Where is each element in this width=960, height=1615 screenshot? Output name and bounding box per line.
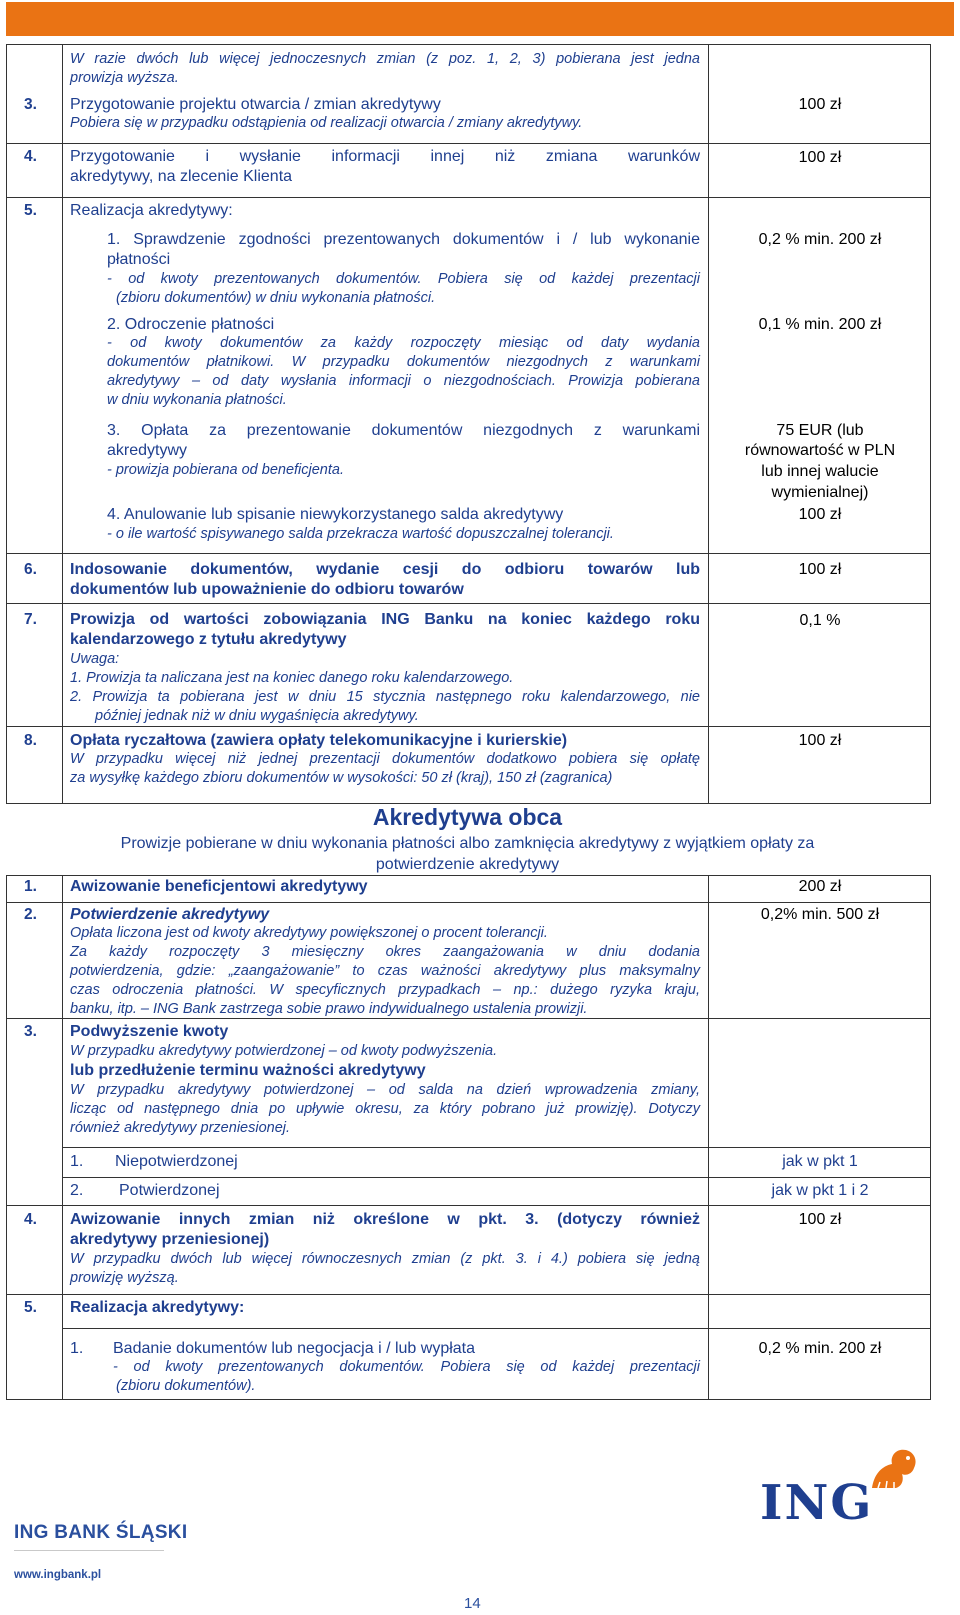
- row-title: lub przedłużenie terminu ważności akredytywy: [70, 1062, 426, 1079]
- section-title: Akredytywa obca: [372, 804, 563, 830]
- row-title: Przygotowanie projektu otwarcia / zmian akredytywy: [70, 96, 441, 113]
- sub-item-description: - prowizja pobierana od beneficjenta.: [107, 462, 344, 478]
- fee-value: 100 zł: [798, 506, 842, 523]
- table-divider: [62, 875, 63, 1400]
- row-note: prowizja wyższa.: [70, 70, 179, 86]
- sub-item-title: 1. Sprawdzenie zgodności prezentowanych dokumentów i / lub wykonanie: [107, 231, 700, 248]
- row-divider: [6, 1205, 931, 1206]
- row-description: licząc od następnego dnia po upływie okresu, za który pobrano już prowizję). Dotyczy: [70, 1101, 700, 1117]
- row-divider: [6, 553, 931, 554]
- row-number: 5.: [24, 202, 37, 219]
- fee-value: lub innej walucie: [761, 463, 879, 480]
- row-number: 6.: [24, 561, 37, 578]
- fee-value: 100 zł: [798, 732, 842, 749]
- fee-value: 100 zł: [798, 149, 842, 166]
- sub-item-title: Badanie dokumentów lub negocjacja i / lub wypłata: [113, 1340, 476, 1357]
- table-divider: [62, 44, 63, 804]
- fee-value: 75 EUR (lub: [776, 422, 864, 439]
- row-title: Awizowanie beneficjentowi akredytywy: [70, 878, 368, 895]
- row-title: Awizowanie innych zmian niż określone w pkt. 3. (dotyczy również: [70, 1211, 700, 1228]
- fee-value: 100 zł: [798, 561, 842, 578]
- ing-logo: ING: [760, 1475, 874, 1531]
- row-number: 4.: [24, 1211, 37, 1228]
- row-divider: [6, 1294, 931, 1295]
- row-number: 5.: [24, 1299, 37, 1316]
- fee-value: wymienialnej): [771, 484, 869, 501]
- bank-name: ING BANK ŚLĄSKI: [14, 1522, 188, 1543]
- fee-value: 0,1 % min. 200 zł: [758, 316, 882, 333]
- row-divider: [6, 603, 931, 604]
- sub-item-description: w dniu wykonania płatności.: [107, 392, 287, 408]
- sub-item-description: akredytywy – od daty wysłania informacji o niezgodnościach. Prowizja pobierana: [107, 373, 700, 389]
- sub-item-title: płatności: [107, 251, 171, 268]
- row-divider: [62, 1177, 931, 1178]
- row-title: Podwyższenie kwoty: [70, 1023, 229, 1040]
- sub-item-description: (zbioru dokumentów) w dniu wykonania płatności.: [116, 290, 436, 306]
- row-description: Opłata liczona jest od kwoty akredytywy powiększonej o procent tolerancji.: [70, 925, 548, 941]
- sub-item-description: - od kwoty prezentowanych dokumentów. Pobiera się od każdej prezentacji: [113, 1359, 700, 1375]
- row-description: Za każdy rozpoczęty 3 miesięczny okres zaangażowania w dniu dodania: [70, 944, 700, 960]
- header-bar: [6, 2, 954, 36]
- row-number: 4.: [24, 148, 37, 165]
- sub-item-label: Potwierdzonej: [119, 1182, 220, 1199]
- row-description: W przypadku akredytywy potwierdzonej – od kwoty podwyższenia.: [70, 1043, 498, 1059]
- sub-item-title: akredytywy: [107, 442, 188, 459]
- row-title: Opłata ryczałtowa (zawiera opłaty telekomunikacyjne i kurierskie): [70, 732, 568, 749]
- sub-item-description: - od kwoty prezentowanych dokumentów. Pobiera się od każdej prezentacji: [107, 271, 700, 287]
- lion-icon: [868, 1444, 920, 1494]
- row-title: Realizacja akredytywy:: [70, 1299, 245, 1316]
- fee-value: równowartość w PLN: [744, 442, 896, 459]
- row-number: 2.: [24, 906, 37, 923]
- sub-item-title: 3. Opłata za prezentowanie dokumentów niezgodnych z warunkami: [107, 422, 700, 439]
- row-description: W przypadku więcej niż jednej prezentacji dokumentów dodatkowo pobiera się opłatę: [70, 751, 700, 767]
- note-item: później jednak niż w dniu wygaśnięcia akredytywy.: [95, 708, 419, 724]
- fee-value: 100 zł: [798, 96, 842, 113]
- row-title: Potwierdzenie akredytywy: [70, 906, 270, 923]
- section-subtitle: Prowizje pobierane w dniu wykonania płatności albo zamknięcia akredytywy z wyjątkiem opłaty za: [120, 835, 815, 852]
- row-divider: [6, 726, 931, 727]
- row-description: czas odroczenia płatności. W specyficznych przypadkach – np.: dużego ryzyka kraju,: [70, 982, 700, 998]
- row-title: Realizacja akredytywy:: [70, 202, 233, 219]
- row-divider: [6, 902, 931, 903]
- row-title: Prowizja od wartości zobowiązania ING Banku na koniec każdego roku: [70, 611, 700, 628]
- row-note: W razie dwóch lub więcej jednoczesnych zmian (z poz. 1, 2, 3) pobierana jest jedna: [70, 51, 700, 67]
- sub-item-label: Niepotwierdzonej: [115, 1153, 238, 1170]
- sub-item-description: (zbioru dokumentów).: [116, 1378, 256, 1394]
- row-divider: [62, 1328, 931, 1329]
- sub-item-description: dokumentów płatnikowi. W przypadku dokumentów niezgodnych z warunkami: [107, 354, 700, 370]
- row-number: 8.: [24, 732, 37, 749]
- row-title: akredytywy przeniesionej): [70, 1231, 270, 1248]
- note-item: 1. Prowizja ta naliczana jest na koniec danego roku kalendarzowego.: [70, 670, 514, 686]
- fee-value: jak w pkt 1: [782, 1153, 858, 1170]
- note-item: 2. Prowizja ta pobierana jest w dniu 15 stycznia następnego roku kalendarzowego, nie: [70, 689, 700, 705]
- fee-value: 200 zł: [798, 878, 842, 895]
- row-title: dokumentów lub upoważnienie do odbioru towarów: [70, 581, 464, 598]
- sub-item-title: 4. Anulowanie lub spisanie niewykorzystanego salda akredytywy: [107, 506, 564, 523]
- row-divider: [62, 1147, 931, 1148]
- row-description: W przypadku akredytywy potwierdzonej – od salda na dzień wprowadzenia zmiany,: [70, 1082, 700, 1098]
- row-title: Przygotowanie i wysłanie informacji innej niż zmiana warunków: [70, 148, 700, 165]
- website-link[interactable]: www.ingbank.pl: [14, 1569, 102, 1581]
- fee-value: 0,2 % min. 200 zł: [758, 231, 882, 248]
- table-divider: [708, 44, 709, 804]
- table-divider: [708, 875, 709, 1400]
- sub-item-description: - o ile wartość spisywanego salda przekracza wartość dopuszczalnej tolerancji.: [107, 526, 614, 542]
- note-label: Uwaga:: [70, 651, 120, 667]
- row-description: za wysyłkę każdego zbioru dokumentów w wysokości: 50 zł (kraj), 150 zł (zagranica): [70, 770, 613, 786]
- fee-value: 0,1 %: [799, 612, 841, 629]
- fee-value: 0,2 % min. 200 zł: [758, 1340, 882, 1357]
- row-description: W przypadku dwóch lub więcej równoczesnych zmian (z pkt. 3. i 4.) pobiera się jedną: [70, 1251, 700, 1267]
- row-number: 7.: [24, 611, 37, 628]
- row-description: również akredytywy przeniesionej.: [70, 1120, 291, 1136]
- sub-item-description: - od kwoty dokumentów za każdy rozpoczęty miesiąc od daty wydania: [107, 335, 700, 351]
- row-divider: [6, 197, 931, 198]
- fee-value: jak w pkt 1 i 2: [771, 1182, 869, 1199]
- row-title: akredytywy, na zlecenie Klienta: [70, 168, 293, 185]
- row-description: Pobiera się w przypadku odstąpienia od realizacji otwarcia / zmiany akredytywy.: [70, 115, 583, 131]
- row-number: 3.: [24, 96, 37, 113]
- row-title: Indosowanie dokumentów, wydanie cesji do odbioru towarów lub: [70, 561, 700, 578]
- sub-item-number: 1.: [70, 1153, 84, 1170]
- fee-value: 0,2% min. 500 zł: [760, 906, 880, 923]
- row-description: prowizję wyższą.: [70, 1270, 179, 1286]
- row-description: potwierdzenia, gdzie: „zaangażowanie” to czas ważności akredytywy plus maksymalny: [70, 963, 700, 979]
- row-number: 1.: [24, 878, 37, 895]
- sub-item-title: 2. Odroczenie płatności: [107, 316, 275, 333]
- page-number: 14: [464, 1595, 481, 1612]
- row-description: banku, itp. – ING Bank zastrzega sobie prawo indywidualnego ustalenia prowizji.: [70, 1001, 588, 1017]
- footer-divider: [14, 1550, 164, 1551]
- section-subtitle: potwierdzenie akredytywy: [375, 856, 560, 873]
- sub-item-number: 2.: [70, 1182, 84, 1199]
- row-number: 3.: [24, 1023, 37, 1040]
- row-title: kalendarzowego z tytułu akredytywy: [70, 631, 347, 648]
- row-divider: [6, 143, 931, 144]
- fee-value: 100 zł: [798, 1211, 842, 1228]
- sub-item-number: 1.: [70, 1340, 84, 1357]
